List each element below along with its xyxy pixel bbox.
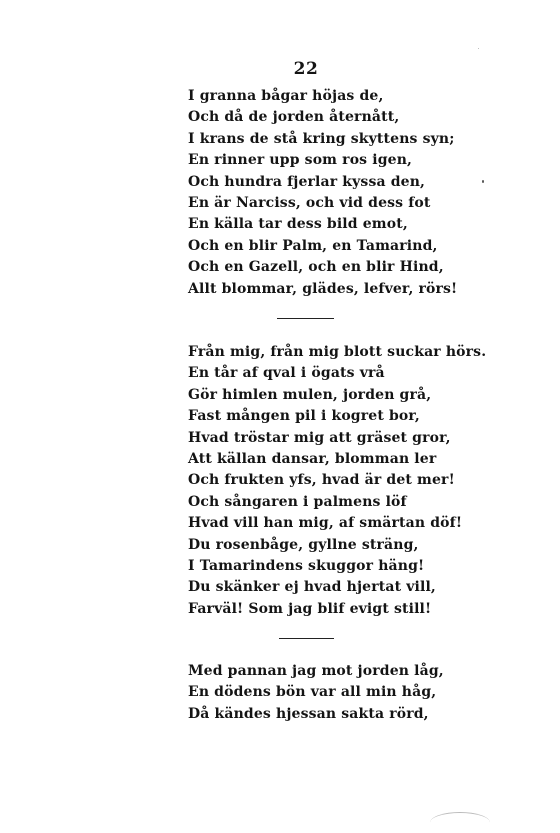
verse-line: I Tamarindens skuggor häng! (188, 558, 425, 575)
page-edge-mark (430, 812, 490, 833)
verse-line: En källa tar dess bild emot, (188, 216, 408, 233)
verse-line: Med pannan jag mot jorden låg, (188, 663, 444, 679)
verse-line: I granna bågar höjas de, (188, 88, 384, 104)
section-divider (277, 318, 334, 319)
verse-line: Och en blir Palm, en Tamarind, (188, 237, 438, 254)
page-number: 22 (293, 59, 319, 79)
verse-line: Och en Gazell, och en blir Hind, (188, 259, 444, 276)
stanza-1 (188, 86, 457, 300)
verse-line: En tår af qval i ögats vrå (188, 365, 385, 382)
verse-line: Och frukten yfs, hvad är det mer! (188, 472, 455, 489)
verse-line: Att källan dansar, blomman ler (188, 451, 437, 468)
verse-line: Fast mången pil i kogret bor, (188, 408, 420, 425)
verse-line: Hvad vill han mig, af smärtan döf! (188, 515, 463, 532)
verse-line: Allt blommar, glädes, lefver, rörs! (188, 280, 458, 297)
verse-line: Från mig, från mig blott suckar hörs. (188, 344, 487, 360)
verse-line: Då kändes hjessan sakta rörd, (188, 705, 429, 722)
verse-line: Gör himlen mulen, jorden grå, (188, 386, 432, 403)
verse-line: Farväl! Som jag blif evigt still! (188, 600, 432, 617)
verse-line: I krans de stå kring skyttens syn; (188, 130, 455, 147)
stanza-3 (188, 661, 444, 725)
verse-line: Och hundra fjerlar kyssa den, (188, 173, 426, 190)
ink-speck (478, 48, 479, 49)
verse-line: Och då de jorden åternått, (188, 109, 400, 126)
section-divider (279, 638, 334, 639)
ink-speck (482, 180, 484, 183)
verse-line: En dödens bön var all min håg, (188, 684, 437, 701)
verse-line: Hvad tröstar mig att gräset gror, (188, 429, 451, 446)
verse-line: Du skänker ej hvad hjertat vill, (188, 579, 436, 596)
stanza-2 (188, 342, 486, 620)
verse-line: En rinner upp som ros igen, (188, 152, 413, 169)
verse-line: En är Narciss, och vid dess fot (188, 195, 431, 212)
verse-line: Du rosenbåge, gyllne sträng, (188, 536, 419, 553)
verse-line: Och sångaren i palmens löf (188, 493, 407, 510)
